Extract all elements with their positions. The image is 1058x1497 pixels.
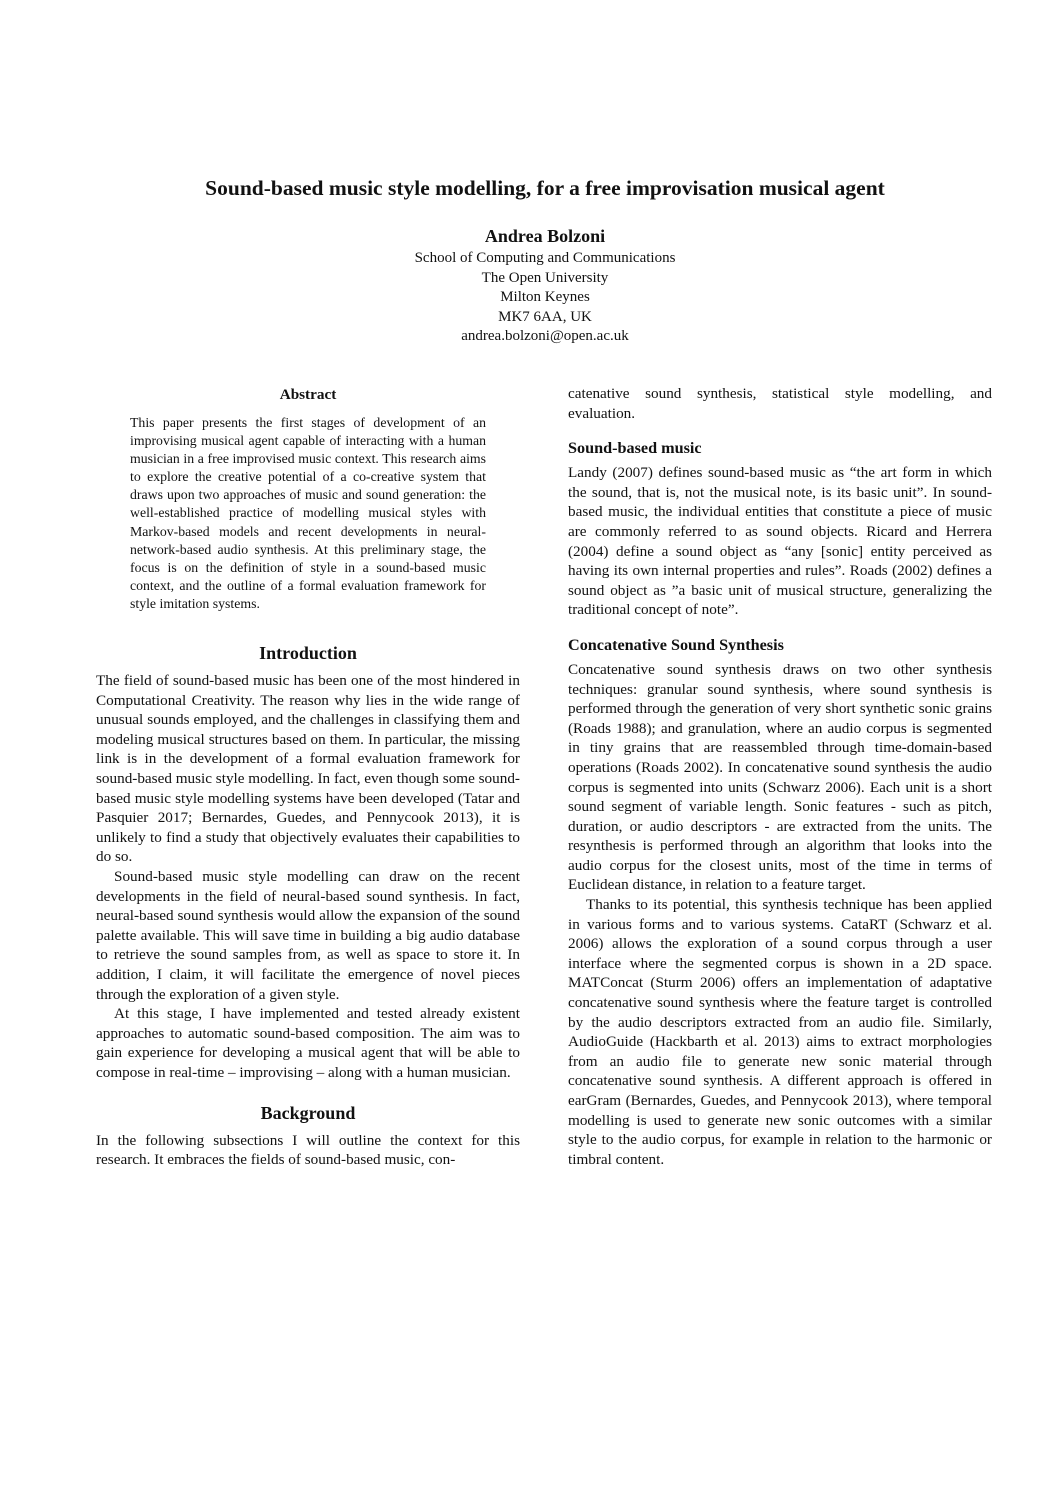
author-name: Andrea Bolzoni: [484, 226, 606, 246]
sound-based-music-heading: Sound-based music: [568, 439, 702, 458]
concatenative-paragraph-1: Concatenative sound synthesis draws on two other synthesis techniques: granular sound synthesis, where sound synthesis is performed through the generation of very short synthetic sonic grains (Roads 1988); and granulation, where an audio corpus is segmented in tiny grains that are reassembled through time-domain-based operations (Roads 2002). In concatenative sound synthesis the audio corpus is segmented into units (Schwarz 2006). Each unit is a short sound segment of variable length. Sonic features - such as pitch, duration, or audio descriptors - are extracted from the units. The resynthesis is performed through an algorithm that looks into the audio corpus for the closest units, most of the time in terms of Euclidean distance, in relation to a feature target.: [568, 660, 992, 894]
affiliation-postcode: MK7 6AA, UK: [498, 308, 592, 325]
introduction-paragraph-2: Sound-based music style modelling can draw on the recent developments in the field of neural-based sound synthesis. In fact, neural-based sound synthesis would allow the expansion of the sound palette available. This will save time in building a big audio database to retrieve the sound samples from, as well as space to store it. In addition, I claim, it will facilitate the emergence of novel pieces through the exploration of a given style.: [96, 867, 520, 1003]
background-paragraph-start: In the following subsections I will outline the context for this research. It embraces the fields of sound-based music, con-: [96, 1131, 520, 1169]
abstract-heading: Abstract: [279, 386, 337, 403]
background-heading: Background: [260, 1102, 356, 1123]
abstract-text: This paper presents the first stages of development of an improvising musical agent capable of interacting with a human musician in a free improvised music context. This research aims to explore the creative potential of a co-creative system that draws upon two approaches of music and sound generation: the well-established practice of modelling musical styles with Markov-based models and recent developments in neural-network-based audio synthesis. At this preliminary stage, the focus is on the definition of style in a sound-based music context, and the outline of a formal evaluation framework for style imitation systems.: [130, 415, 486, 611]
author-email: andrea.bolzoni@open.ac.uk: [461, 328, 629, 344]
left-column: [96, 384, 520, 1170]
affiliation-school: School of Computing and Communications: [414, 250, 676, 266]
author-block: [0, 223, 1058, 347]
right-column: [568, 384, 992, 1169]
paper-title: Sound-based music style modelling, for a free improvisation musical agent: [205, 176, 885, 200]
concatenative-heading: Concatenative Sound Synthesis: [568, 635, 784, 654]
sound-based-music-paragraph: Landy (2007) defines sound-based music as “the art form in which the sound, that is, not the musical note, is its basic unit”. In sound-based music, the individual entities that constitute a piece of music are commonly referred to as sound objects. Ricard and Herrera (2004) define a sound object as “any [sonic] entity perceived as having its own internal properties and rules”. Roads (2002) defines a sound object as ”a basic unit of musical structure, generalizing the traditional concept of note”.: [568, 464, 992, 619]
concatenative-paragraph-2: Thanks to its potential, this synthesis technique has been applied in various forms and to various systems. CataRT (Schwarz et al. 2006) allows the exploration of a sound corpus through a user interface where the segmented corpus is shown in a 2D space. MATConcat (Sturm 2006) offers an implementation of adaptative concatenative sound synthesis where the feature target is controlled by the audio descriptors extracted from an audio file. Similarly, AudioGuide (Hackbarth et al. 2013) aims to extract morphologies from an audio file to generate new sonic material through concatenative sound synthesis. A different approach is offered in earGram (Bernardes, Guedes, and Pennycook 2013), where temporal modelling is used to generate new sonic outcomes with a similar style to the audio corpus, for example in relation to the harmonic or timbral content.: [568, 896, 992, 1168]
background-paragraph-end: catenative sound synthesis, statistical style modelling, and evaluation.: [568, 385, 992, 422]
introduction-paragraph-1: The field of sound-based music has been one of the most hindered in Computational Creativity. The reason why lies in the wide range of unusual sounds employed, and the challenges in classifying them and modeling musical structures based on them. In particular, the missing link is in the development of a formal evaluation framework for sound-based music style modelling. In fact, even though some sound-based music style modelling systems have been developed (Tatar and Pasquier 2017; Bernardes, Guedes, and Pennycook 2013), it is unlikely to find a study that objectively evaluates their capabilities to do so.: [96, 672, 520, 866]
introduction-heading: Introduction: [259, 643, 357, 664]
affiliation-university: The Open University: [481, 269, 609, 286]
introduction-paragraph-3: At this stage, I have implemented and tested already existent approaches to automatic sound-based composition. The aim was to gain experience for developing a musical agent that will be able to compose in real-time – improvising – along with a human musician.: [96, 1005, 520, 1081]
affiliation-city: Milton Keynes: [500, 289, 590, 305]
